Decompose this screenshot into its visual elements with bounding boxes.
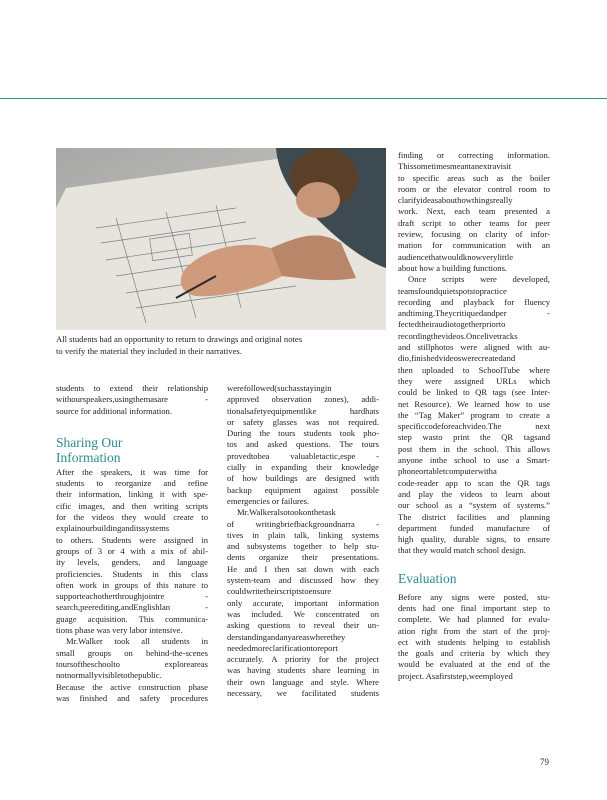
paragraph — [398, 150, 550, 274]
text-line: teamsfoundquietspotstopractice — [398, 285, 507, 296]
text-line: accurately. A priority for the project — [227, 654, 379, 665]
text-line: post them in the school. This allows — [398, 443, 550, 454]
text-line: was having students share learning in — [227, 665, 379, 676]
header-rule — [0, 98, 607, 99]
text-line: ect with students helping to establish — [398, 636, 550, 647]
text-line: project. Asafirststep,weemployed — [398, 670, 513, 681]
text-line: supporteachotherthroughjointre - — [56, 591, 208, 602]
section-heading-sharing — [56, 435, 208, 465]
text-line: toursoftheschoolto exploreareas — [56, 658, 208, 669]
text-line: often work in groups of this nature to — [56, 579, 208, 590]
text-line: groups of 3 or 4 with a mix of abil- — [56, 545, 208, 556]
text-line: guage acquisition. This communica- — [56, 613, 208, 624]
text-line: small groups on behind-the-scenes — [56, 647, 208, 658]
text-line: source for additional information. — [56, 405, 172, 416]
photo-caption — [56, 334, 386, 357]
text-line: ation right from the start of the proj- — [398, 625, 550, 636]
paragraph — [56, 383, 208, 417]
text-line: withourspeakers,usingthemasare - — [56, 394, 208, 405]
text-column-3 — [398, 150, 550, 682]
text-line: was included. We concentrated on — [227, 608, 379, 619]
text-line: During the tours students took pho- — [227, 428, 379, 439]
text-line: their own language and style. Where — [227, 676, 379, 687]
text-line: Thissometimesmeantanextravisit — [398, 161, 512, 172]
text-line: cific images, and then writing scripts — [56, 500, 208, 511]
text-line: then uploaded to SchoolTube where — [398, 364, 550, 375]
paragraph — [56, 467, 208, 636]
heading-line: Evaluation — [398, 570, 457, 586]
text-line: system-team and discussed how they — [227, 575, 379, 586]
text-line: phoneortabletcomputerwitha — [398, 466, 497, 477]
text-line: search,peerediting,andEnglishlan - — [56, 602, 208, 613]
text-line: backup equipment against possible — [227, 484, 379, 495]
text-line: tions phase was very labor intensive. — [56, 625, 183, 636]
text-line: necessary, we facilitated students — [227, 688, 379, 699]
paragraph — [56, 636, 208, 704]
text-line: approved observation zones), addi- — [227, 394, 379, 405]
text-line: department funded manufacture of — [398, 522, 550, 533]
text-line: tives in plain talk, linking systems — [227, 529, 379, 540]
text-line: andtiming.Theycritiquedandper - — [398, 308, 550, 319]
paragraph — [398, 592, 550, 682]
text-line: and stillphotos were aligned with au- — [398, 342, 550, 353]
text-line: neededmoreclarificationtoreport — [227, 642, 338, 653]
text-line: ity levels, genders, and language — [56, 557, 208, 568]
caption-line: All students had an opportunity to return to drawings and original notes — [56, 334, 303, 344]
text-line: Mr.Walker took all students in — [66, 636, 208, 647]
text-line: fectedtheiraudiotogetherpriorto — [398, 319, 506, 330]
text-line: or safety glasses was not required. — [227, 416, 379, 427]
text-line: asking questions to reveal their un- — [227, 620, 379, 631]
text-line: work. Next, each team presented a — [398, 206, 550, 217]
text-line: of writingbriefbackgroundnarra - — [227, 518, 379, 529]
text-line: about how a building functions. — [398, 262, 508, 273]
text-line: The district facilities and planning — [398, 511, 550, 522]
text-line: provedtobea valuabletactic,espe - — [227, 450, 379, 461]
text-line: tos and asked questions. The tours — [227, 439, 379, 450]
text-line: werefollowed(suchasstayingin — [227, 383, 332, 393]
text-line: for the videos they would create to — [56, 512, 208, 523]
photo-illustration — [56, 148, 386, 330]
text-line: emergencies or failures. — [227, 495, 310, 506]
text-line: would be evaluated at the end of the — [398, 659, 550, 670]
text-line: their information, linking it with spe- — [56, 489, 208, 500]
text-line: Before any signs were posted, stu- — [398, 591, 550, 602]
text-line: explainourbuildinganditssystems — [56, 523, 170, 534]
text-line: derstandingandanyareaswherethey — [227, 631, 346, 642]
paragraph — [398, 274, 550, 556]
text-line: and subsystems together to help stu- — [227, 541, 379, 552]
text-line: audiencethatwouldknowverylittle — [398, 251, 514, 262]
text-line: that they would match school design. — [398, 545, 526, 556]
text-line: tionalsafetyequipmentlike hardhats — [227, 405, 379, 416]
text-column-2 — [227, 383, 379, 699]
text-line: Once scripts were developed, — [408, 274, 550, 285]
text-line: to others. Students were assigned in — [56, 534, 208, 545]
text-line: step wasto print the QR tagsand — [398, 432, 550, 443]
text-line: dents organize their presentations. — [227, 552, 379, 563]
text-line: to specific areas such as the boiler — [398, 172, 550, 183]
text-line: anyone inthe school to use a Smart- — [398, 455, 550, 466]
text-line: Because the active construction phase — [56, 681, 208, 692]
text-line: finding or correcting information. — [398, 150, 550, 160]
paragraph — [227, 383, 379, 507]
text-line: recording and playback for fluency — [398, 296, 550, 307]
text-line: draft script to other teams for peer — [398, 217, 550, 228]
text-column-1 — [56, 383, 208, 704]
text-line: After the speakers, it was time for — [56, 466, 208, 477]
text-line: net Resource). We learned how to use — [398, 398, 550, 409]
text-line: students to reorganize and refine — [56, 478, 208, 489]
text-line: high quality, durable signs, to ensure — [398, 534, 550, 545]
text-line: mation for communication with an — [398, 240, 550, 251]
text-line: was finished and safety procedures — [56, 692, 208, 703]
caption-line: to verify the material they included in their narratives. — [56, 345, 242, 356]
text-line: review, focusing on clarity of infor- — [398, 229, 550, 240]
text-line: and play the videos to learn about — [398, 488, 550, 499]
text-line: Mr.Walkeralsotookonthetask — [237, 507, 336, 518]
section-heading-evaluation — [398, 571, 550, 586]
text-line: our school as a “system of systems.” — [398, 500, 550, 511]
text-line: the goals and criteria by which they — [398, 648, 550, 659]
text-line: dents had one final important step to — [398, 602, 550, 613]
text-line: specificcodeforeachvideo.The next — [398, 421, 550, 432]
text-line: clarifyideasabouthowthingsreally — [398, 195, 513, 206]
text-line: proficiencies. Students in this class — [56, 568, 208, 579]
heading-line: Sharing Our — [56, 434, 123, 450]
text-line: room or the elevator control room to — [398, 183, 550, 194]
text-line: cially in expanding their knowledge — [227, 462, 379, 473]
text-line: could be linked to QR tags (see Inter- — [398, 387, 550, 398]
text-line: dio,finishedvideoswerecreatedand — [398, 353, 516, 364]
text-line: complete. We had planned for evalu- — [398, 614, 550, 625]
text-line: the “Tag Maker” program to create a — [398, 409, 550, 420]
paragraph — [227, 507, 379, 699]
text-line: couldwritetheirscriptstoensure — [227, 586, 332, 597]
heading-line: Information — [56, 449, 121, 465]
text-line: of how buildings are designed with — [227, 473, 379, 484]
text-line: they were assigned URLs which — [398, 375, 550, 386]
text-line: code-reader app to scan the QR tags — [398, 477, 550, 488]
text-line: students to extend their relationship — [56, 383, 208, 393]
student-face — [296, 182, 340, 218]
text-line: notnormallyvisibletothepublic. — [56, 670, 162, 681]
text-line: recordingthevideos.Oncelivetracks — [398, 330, 518, 341]
students-reviewing-blueprints-photo — [56, 148, 386, 330]
text-line: He and I then sat down with each — [227, 563, 379, 574]
page-number: 79 — [540, 757, 549, 767]
text-line: only accurate, important information — [227, 597, 379, 608]
